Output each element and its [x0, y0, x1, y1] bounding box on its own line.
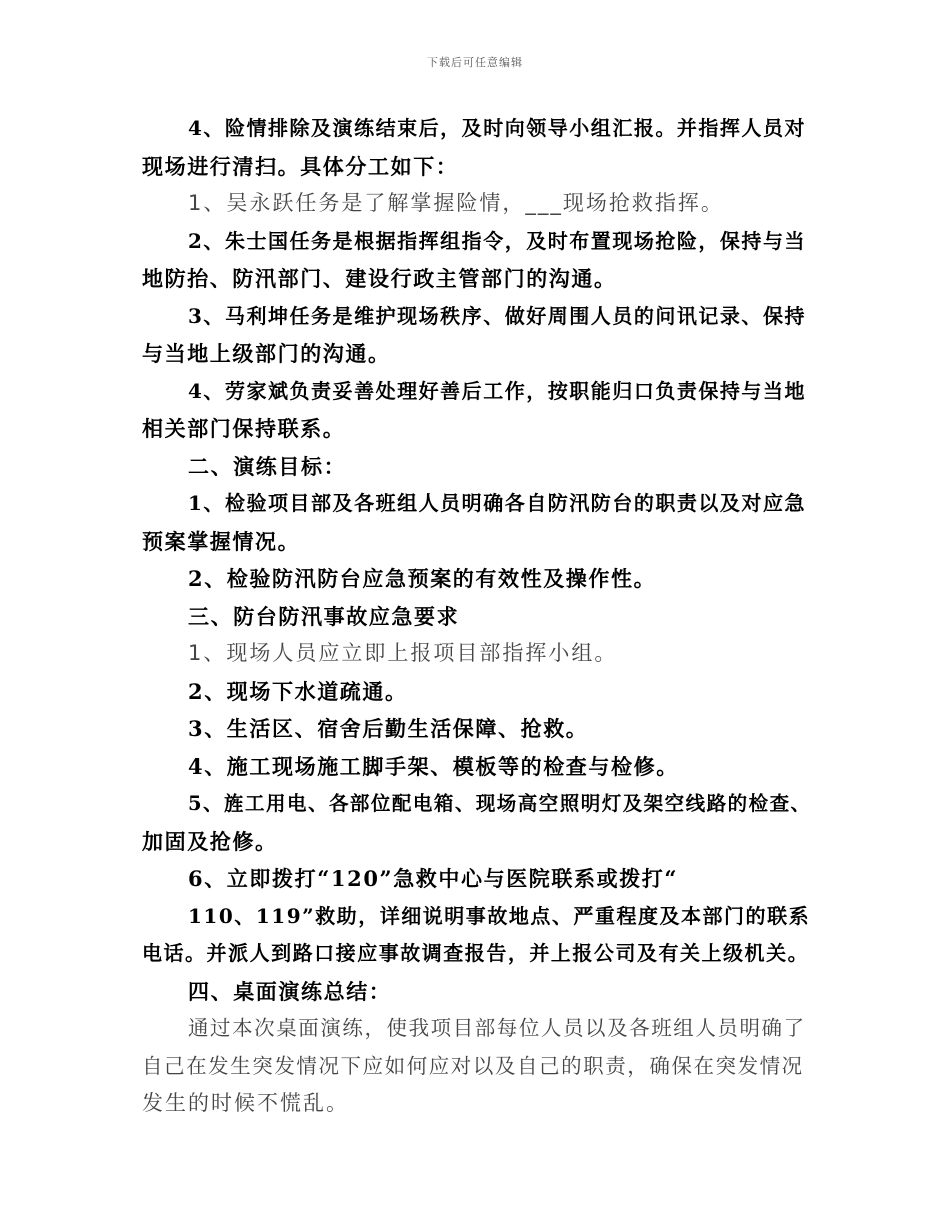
- section-heading: 三、防台防汛事故应急要求: [188, 603, 460, 629]
- paragraph-line: 4、施工现场施工脚手架、模板等的检查与检修。: [188, 753, 679, 779]
- paragraph-line: 1、检验项目部及各班组人员明确各自防汛防台的职责以及对应急: [188, 491, 806, 515]
- page-header: 下载后可任意编辑: [427, 56, 523, 69]
- paragraph-line: 3、马利坤任务是维护现场秩序、做好周围人员的问讯记录、保持: [188, 303, 806, 328]
- paragraph-line: 自己在发生突发情况下应如何应对以及自己的职责，确保在突发情况: [142, 1053, 804, 1078]
- paragraph-line: 相关部门保持联系。: [142, 416, 346, 441]
- paragraph-line: 2、现场下水道疏通。: [188, 678, 408, 704]
- paragraph-line: 1、现场人员应立即上报项目部指挥小组。: [188, 641, 618, 665]
- section-heading: 二、演练目标：: [188, 453, 347, 479]
- paragraph-line: 发生的时候不慌乱。: [142, 1091, 349, 1115]
- document-body: [142, 110, 817, 1123]
- paragraph-line: 地防抬、防汛部门、建设行政主管部门的沟通。: [142, 266, 617, 291]
- section-heading: 四、桌面演练总结：: [188, 978, 392, 1004]
- paragraph-line: 通过本次桌面演练，使我项目部每位人员以及各班组人员明确了: [188, 1016, 806, 1040]
- paragraph-line: 1、吴永跃任务是了解掌握险情，___现场抢救指挥。: [188, 191, 724, 215]
- paragraph-line: 现场进行清扫。具体分工如下：: [142, 153, 459, 179]
- paragraph-line: 与当地上级部门的沟通。: [142, 341, 391, 366]
- paragraph-line: 2、检验防汛防台应急预案的有效性及操作性。: [188, 566, 657, 591]
- paragraph-line: 2、朱士国任务是根据指挥组指令，及时布置现场抢险，保持与当: [188, 228, 806, 253]
- paragraph-line: 电话。并派人到路口接应事故调查报告，并上报公司及有关上级机关。: [142, 941, 810, 965]
- paragraph-line: 3、生活区、宿舍后勤生活保障、抢救。: [188, 716, 589, 741]
- paragraph-line: 加固及抢修。: [142, 828, 278, 854]
- paragraph-line: 110、119”救助，详细说明事故地点、严重程度及本部门的联系: [188, 903, 811, 928]
- paragraph-line: 4、劳家斌负责妥善处理好善后工作，按职能归口负责保持与当地: [188, 378, 806, 403]
- paragraph-line: 5、旌工用电、各部位配电箱、现场高空照明灯及架空线路的检查、: [188, 792, 812, 815]
- paragraph-line: 预案掌握情况。: [142, 528, 301, 554]
- paragraph-line: 6、立即拨打“120”急救中心与医院联系或拨打“: [188, 866, 679, 891]
- paragraph-line: 4、险情排除及演练结束后，及时向领导小组汇报。并指挥人员对: [188, 116, 806, 140]
